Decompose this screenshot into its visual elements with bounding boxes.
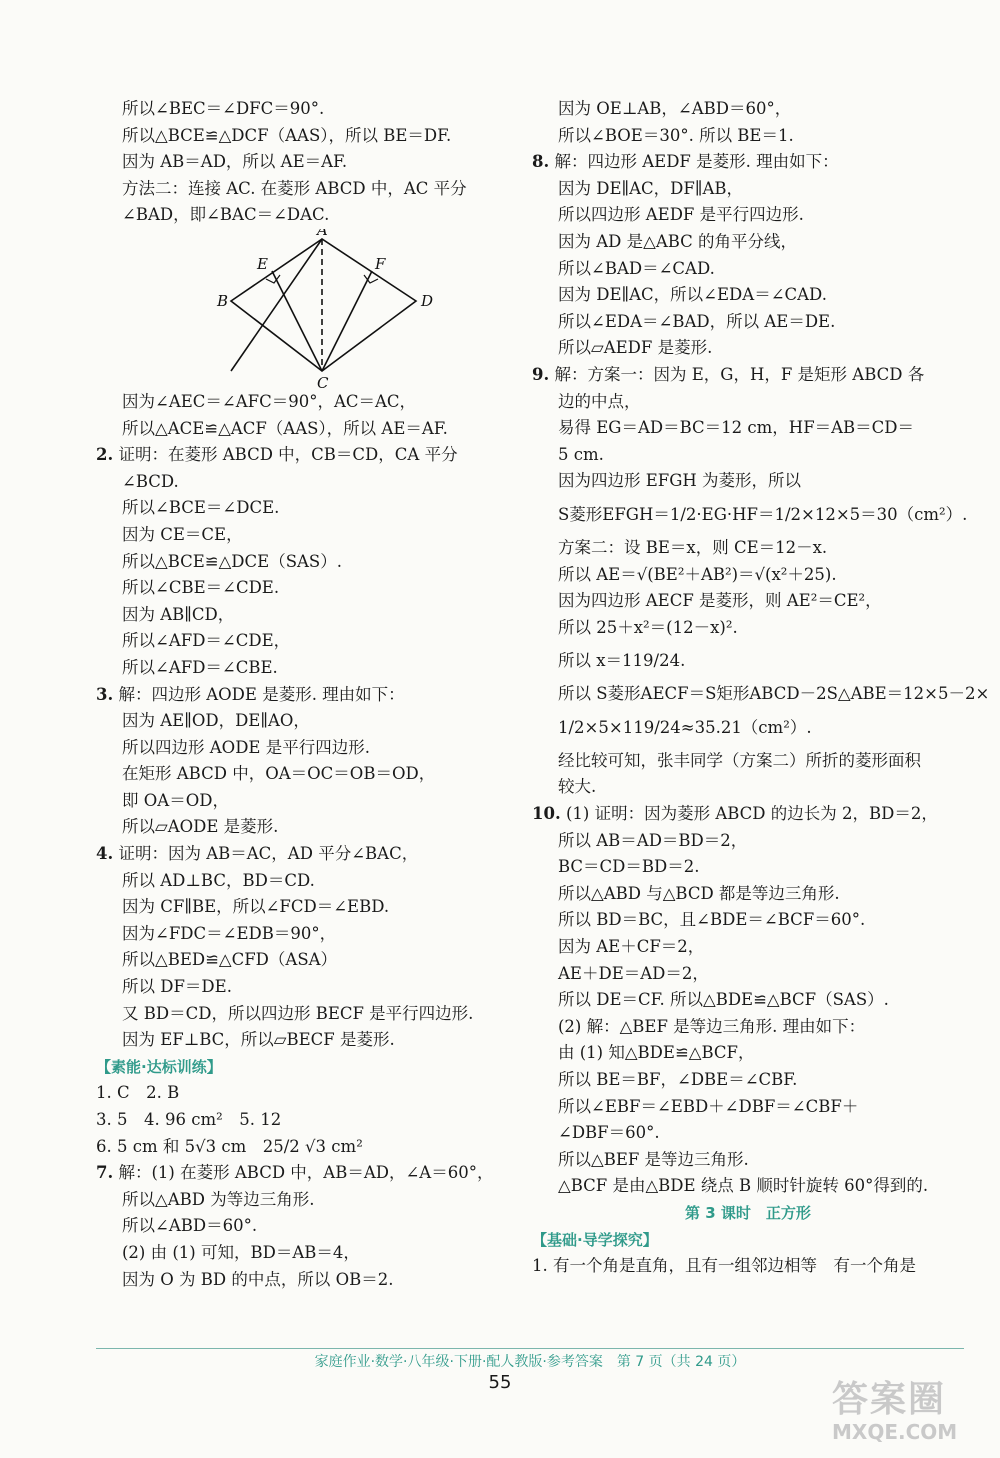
lesson-title: 第 3 课时 正方形: [685, 1203, 811, 1222]
left-column: [96, 96, 526, 1293]
text-line: 所以∠BCE＝∠DCE.: [122, 498, 280, 518]
label-c: C: [317, 373, 329, 389]
text-line: 因为 DE∥AC，所以∠EDA＝∠CAD.: [558, 285, 827, 305]
text-line: 所以 S菱形AECF＝S矩形ABCD－2S△ABE＝12×5－2×: [558, 684, 990, 704]
right-column: [532, 96, 990, 1280]
section-heading: 【基础·导学探究】: [532, 1230, 658, 1249]
text-line: 因为 CE＝CE，: [122, 524, 243, 544]
text-line: 因为 AB＝AD，所以 AE＝AF.: [122, 152, 348, 172]
text-line: 由 (1) 知△BDE≌△BCF，: [558, 1043, 755, 1063]
problem-8: [532, 149, 964, 176]
text-line: 所以∠ABD＝60°.: [122, 1216, 258, 1236]
watermark-top: 答案圈: [832, 1379, 947, 1420]
problem-10: [532, 801, 964, 828]
text-line: 所以△ABD 为等边三角形.: [122, 1189, 315, 1209]
text-line: 所以 AE＝√(BE²＋AB²)＝√(x²＋25).: [558, 564, 837, 584]
problem-number: 3.: [96, 684, 114, 704]
text-line: 所以四边形 AEDF 是平行四边形.: [558, 205, 804, 225]
text-line: 因为∠FDC＝∠EDB＝90°，: [122, 923, 337, 943]
text-line: 所以∠BAD＝∠CAD.: [558, 258, 715, 278]
text-line: 5 cm.: [558, 444, 604, 464]
text-line: 所以∠AFD＝∠CDE，: [122, 631, 291, 651]
text-line: 所以∠AFD＝∠CBE.: [122, 657, 278, 677]
answer-line: 6. 5 cm 和 5√3 cm 25/2 √3 cm²: [96, 1136, 363, 1156]
label-f: F: [375, 254, 386, 273]
text-line: 所以 BE＝BF，∠DBE＝∠CBF.: [558, 1070, 798, 1089]
text-line: 经比较可知，张丰同学（方案二）所折的菱形面积: [558, 750, 921, 770]
problem-9: [532, 362, 964, 389]
answer-line: 1. C 2. B: [96, 1083, 180, 1103]
text-line: △BCF 是由△BDE 绕点 B 顺时针旋转 60°得到的.: [558, 1176, 929, 1196]
text-line: 所以∠EDA＝∠BAD，所以 AE＝DE.: [558, 311, 836, 331]
text-line: 又 BD＝CD，所以四边形 BECF 是平行四边形.: [122, 1003, 474, 1023]
text-line: 易得 EG＝AD＝BC＝12 cm，HF＝AB＝CD＝: [558, 418, 915, 438]
text-line: 方法二：连接 AC. 在菱形 ABCD 中，AC 平分: [122, 178, 467, 198]
text-line: 所以∠BEC＝∠DFC＝90°.: [122, 99, 325, 118]
text-line: 1. 有一个角是直角，且有一组邻边相等 有一个角是: [532, 1256, 916, 1276]
rhombus-figure: [96, 229, 526, 389]
text-line: 所以 DE＝CF. 所以△BDE≌△BCF（SAS）.: [558, 990, 889, 1010]
text-line: 因为 DE∥AC，DF∥AB，: [558, 178, 744, 198]
text-line: 较大.: [558, 777, 597, 797]
text-line: 因为 AE＋CF＝2，: [558, 937, 705, 957]
text-line: 因为 OE⊥AB，∠ABD＝60°，: [558, 99, 792, 118]
text-line: 方案二：设 BE＝x，则 CE＝12－x.: [558, 537, 828, 557]
problem-number: 7.: [96, 1163, 114, 1183]
label-b: B: [217, 291, 229, 310]
text-line: (2) 解：△BEF 是等边三角形. 理由如下：: [558, 1016, 866, 1036]
text-line: 因为 AB∥CD，: [122, 604, 235, 624]
answer-line: 3. 5 4. 96 cm² 5. 12: [96, 1110, 282, 1129]
segment-ce: [272, 271, 322, 371]
text-line: 所以 DF＝DE.: [122, 977, 232, 997]
text-line: S菱形EFGH＝1/2·EG·HF＝1/2×12×5＝30（cm²）.: [558, 504, 968, 524]
section-heading: 【素能·达标训练】: [96, 1057, 222, 1076]
text-line: 边的中点，: [558, 391, 641, 411]
text-line: 解：四边形 AODE 是菱形. 理由如下：: [118, 684, 405, 704]
problem-number: 10.: [532, 804, 561, 824]
text-line: 1/2×5×119/24≈35.21（cm²）.: [558, 717, 812, 737]
segment-cf: [322, 271, 372, 371]
watermark-bottom: MXQE.COM: [832, 1420, 958, 1444]
label-e: E: [257, 254, 268, 273]
text-line: 所以△BED≌△CFD（ASA）: [122, 950, 338, 970]
text-line: 所以 AD⊥BC，BD＝CD.: [122, 870, 315, 890]
text-line: 因为四边形 AECF 是菱形，则 AE²＝CE²，: [558, 591, 882, 611]
text-line: 所以 AB＝AD＝BD＝2，: [558, 830, 748, 850]
text-line: 所以▱AEDF 是菱形.: [558, 338, 713, 358]
text-line: 因为 O 为 BD 的中点，所以 OB＝2.: [122, 1269, 394, 1289]
text-line: 所以∠CBE＝∠CDE.: [122, 578, 280, 598]
problem-3: [96, 682, 526, 709]
watermark-logo: [832, 1380, 982, 1450]
text-line: 因为 AD 是△ABC 的角平分线，: [558, 231, 798, 251]
text-line: 所以 25＋x²＝(12－x)².: [558, 617, 738, 637]
text-line: 所以∠EBF＝∠EBD＋∠DBF＝∠CBF＋: [558, 1096, 859, 1116]
text-line: 所以 x＝119/24.: [558, 651, 686, 671]
text-line: 证明：在菱形 ABCD 中，CB＝CD，CA 平分: [118, 445, 458, 465]
text-line: 即 OA＝OD，: [122, 790, 229, 810]
rhombus-diagram: [96, 229, 526, 389]
problem-number: 9.: [532, 364, 550, 384]
text-line: 解：(1) 在菱形 ABCD 中，AB＝AD，∠A＝60°，: [118, 1163, 494, 1183]
text-line: 在矩形 ABCD 中，OA＝OC＝OB＝OD，: [122, 764, 436, 784]
text-line: AE＋DE＝AD＝2，: [558, 963, 709, 983]
text-line: 所以∠BOE＝30°. 所以 BE＝1.: [558, 125, 794, 145]
problem-number: 2.: [96, 445, 114, 465]
problem-4: [96, 841, 526, 868]
text-line: ∠BAD，即∠BAC＝∠DAC.: [122, 205, 330, 225]
text-line: 因为 EF⊥BC，所以▱BECF 是菱形.: [122, 1030, 395, 1050]
text-line: 所以△BCE≌△DCE（SAS）.: [122, 551, 342, 571]
text-line: 因为 CF∥BE，所以∠FCD＝∠EBD.: [122, 897, 390, 917]
text-line: 所以△ABD 与△BCD 都是等边三角形.: [558, 883, 840, 903]
label-a: A: [317, 228, 328, 239]
text-line: 解：方案一：因为 E，G，H，F 是矩形 ABCD 各: [554, 364, 925, 384]
text-line: BC＝CD＝BD＝2.: [558, 857, 700, 877]
problem-2: [96, 442, 526, 469]
text-line: 证明：因为 AB＝AC，AD 平分∠BAC，: [118, 844, 419, 864]
text-line: 解：四边形 AEDF 是菱形. 理由如下：: [554, 152, 839, 172]
text-line: ∠BCD.: [122, 471, 179, 491]
label-d: D: [421, 291, 434, 310]
text-line: ∠DBF＝60°.: [558, 1123, 660, 1143]
page-footer: 家庭作业·数学·八年级·下册·配人教版·参考答案 第 7 页（共 24 页）: [96, 1348, 964, 1371]
text-line: 所以▱AODE 是菱形.: [122, 817, 279, 837]
text-line: 因为 AE∥OD，DE∥AO，: [122, 711, 310, 731]
text-line: 所以 BD＝BC，且∠BDE＝∠BCF＝60°.: [558, 910, 866, 930]
problem-number: 8.: [532, 152, 550, 172]
text-line: 因为∠AEC＝∠AFC＝90°，AC＝AC，: [122, 391, 417, 411]
page-number: 55: [488, 1372, 512, 1393]
text-line: 所以△ACE≌△ACF（AAS），所以 AE＝AF.: [122, 418, 448, 438]
text-line: (2) 由 (1) 可知，BD＝AB＝4，: [122, 1242, 360, 1262]
text-line: 所以四边形 AODE 是平行四边形.: [122, 737, 370, 757]
problem-7: [96, 1160, 526, 1187]
text-line: 所以△BEF 是等边三角形.: [558, 1149, 749, 1169]
problem-number: 4.: [96, 844, 114, 864]
text-line: (1) 证明：因为菱形 ABCD 的边长为 2，BD＝2，: [565, 804, 938, 824]
text-line: 因为四边形 EFGH 为菱形，所以: [558, 471, 802, 491]
text-line: 所以△BCE≌△DCF（AAS），所以 BE＝DF.: [122, 125, 452, 145]
